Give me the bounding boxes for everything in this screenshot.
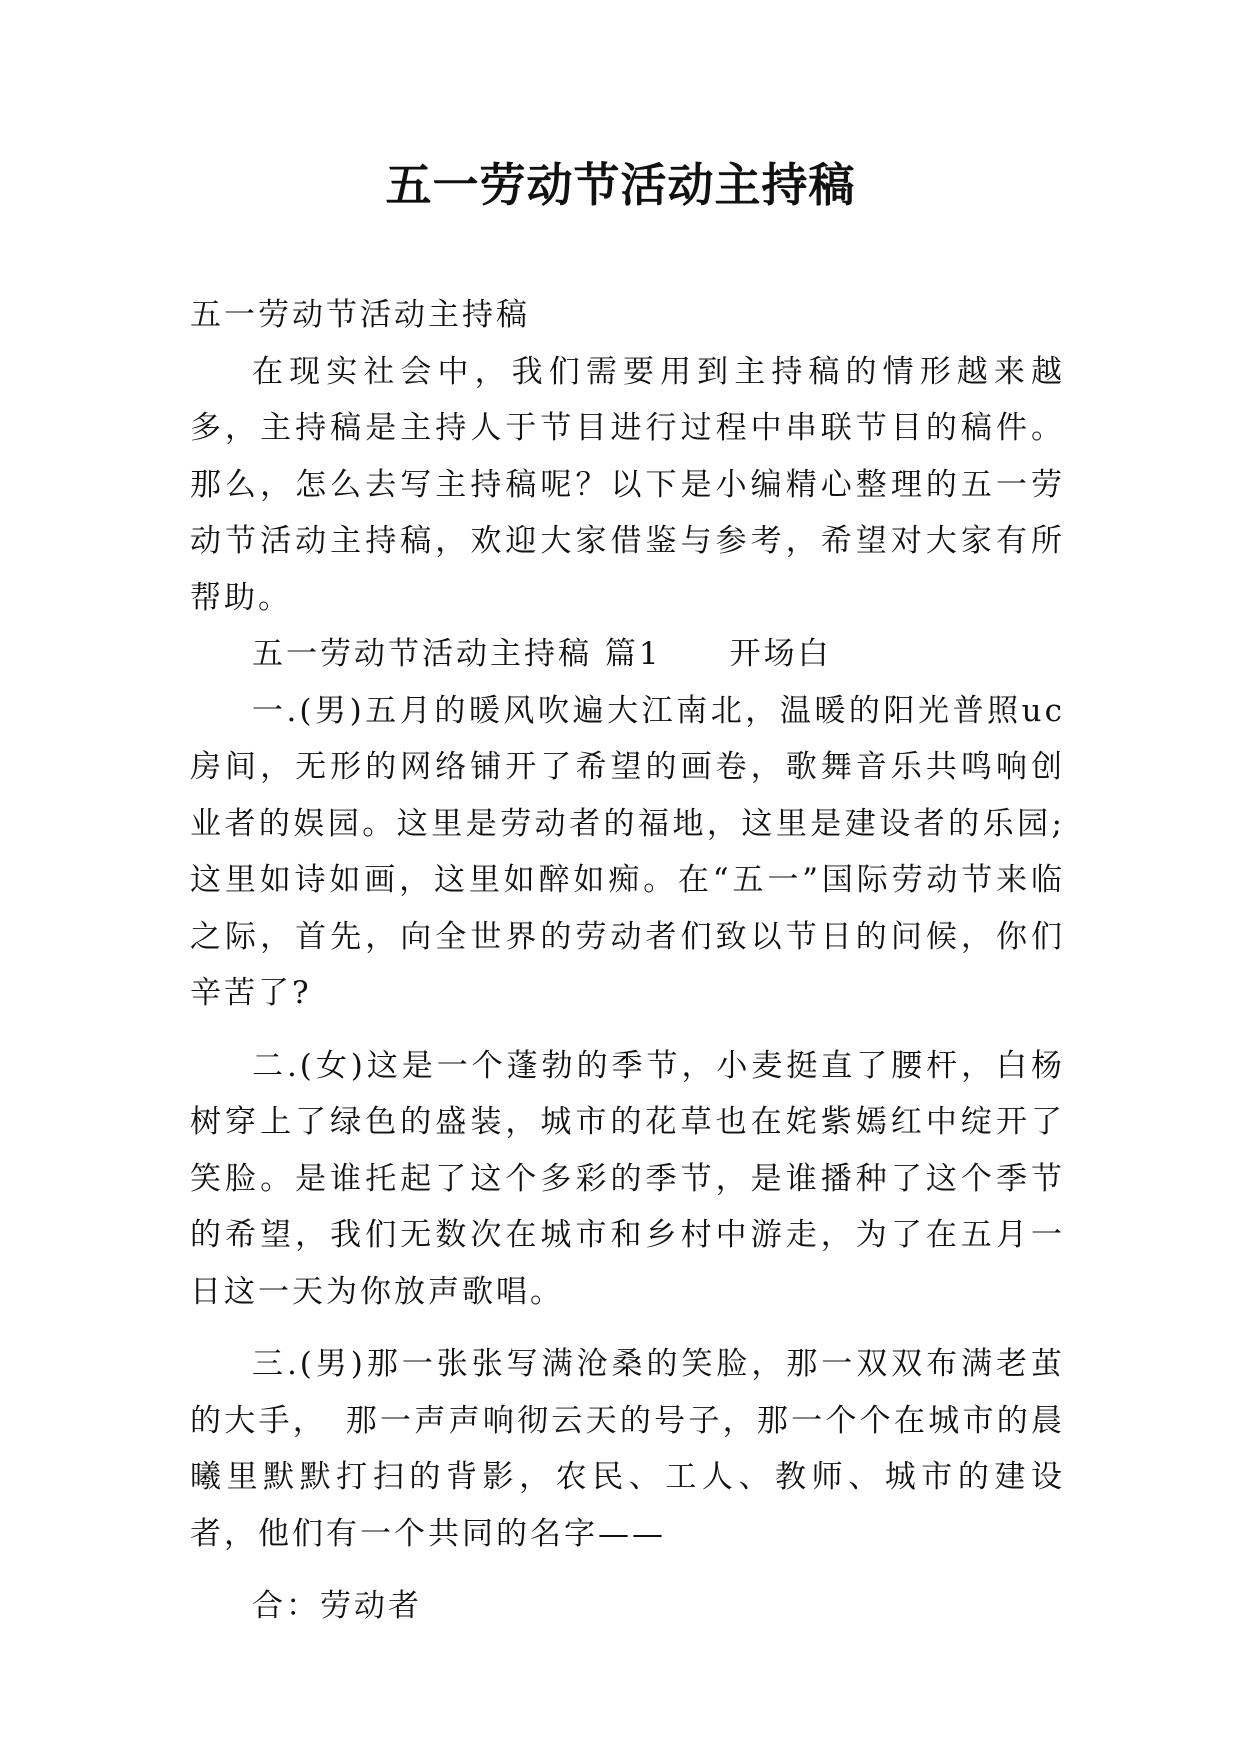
document-title: 五一劳动节活动主持稿	[385, 158, 856, 212]
section-heading: 五一劳动节活动主持稿 篇1 开场白	[252, 636, 832, 672]
paragraph-chorus: 合：劳动者	[252, 1588, 422, 1624]
paragraph-three: 三.(男)那一张张写满沧桑的笑脸，那一双双布满老茧的大手， 那一声声响彻云天的号子，那一个个在城市的晨曦里默默打扫的背影，农民、工人、教师、城市的建设者，他们有一个共同的名字——	[190, 1346, 1065, 1552]
paragraph-two: 二.(女)这是一个蓬勃的季节，小麦挺直了腰杆，白杨树穿上了绿色的盛装，城市的花草也在姹紫嫣红中绽开了笑脸。是谁托起了这个多彩的季节，是谁播种了这个季节的希望，我们无数次在城市和乡村中游走，为了在五月一日这一天为你放声歌唱。	[190, 1047, 1065, 1310]
intro-paragraph: 在现实社会中，我们需要用到主持稿的情形越来越多，主持稿是主持人于节目进行过程中串联节目的稿件。那么，怎么去写主持稿呢？以下是小编精心整理的五一劳动节活动主持稿，欢迎大家借鉴与参考，希望对大家有所帮助。	[190, 353, 1065, 616]
paragraph-one: 一.(男)五月的暖风吹遍大江南北，温暖的阳光普照uc房间，无形的网络铺开了希望的画卷，歌舞音乐共鸣响创业者的娱园。这里是劳动者的福地，这里是建设者的乐园;这里如诗如画，这里如醉如痴。在“五一”国际劳动节来临之际，首先，向全世界的劳动者们致以节日的问候，你们辛苦了?	[190, 692, 1065, 1011]
document-body	[190, 287, 1065, 1635]
subtitle-paragraph: 五一劳动节活动主持稿	[190, 297, 530, 333]
